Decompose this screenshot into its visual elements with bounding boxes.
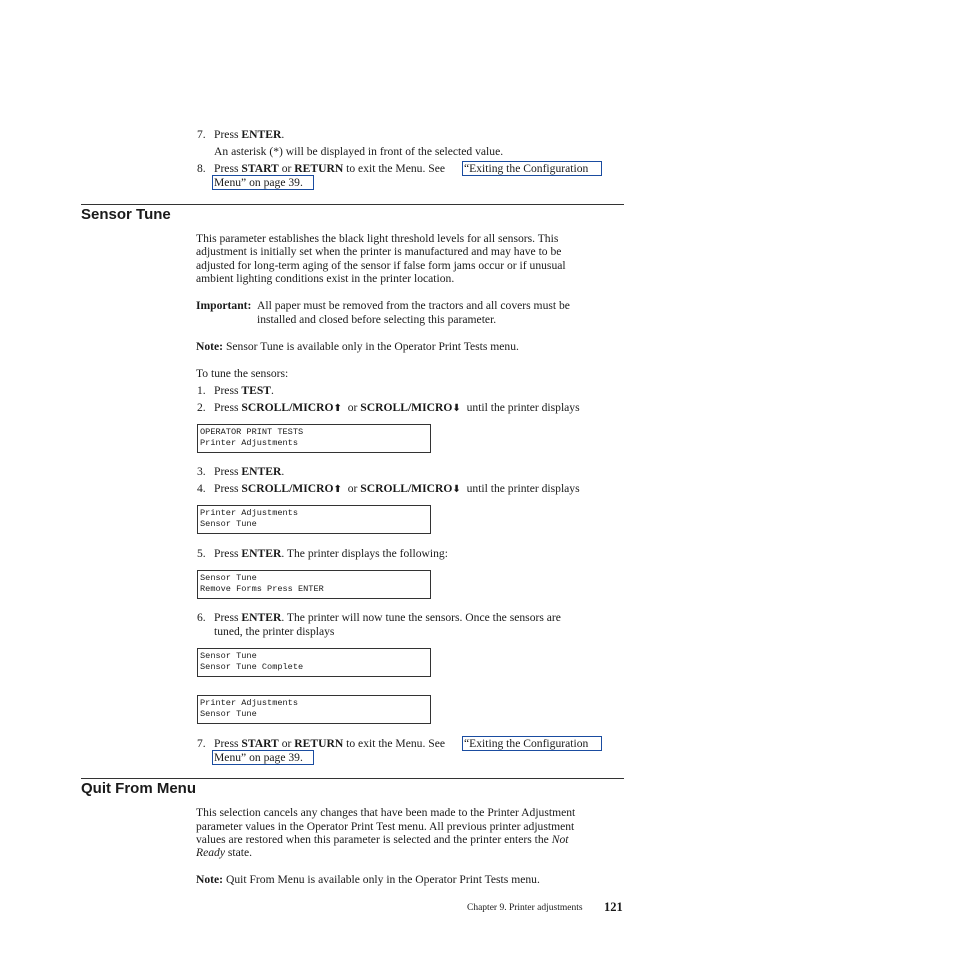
section-heading-sensor-tune: Sensor Tune [81,206,171,223]
paragraph-line: adjusted for long-term aging of the sensor if false form jams occur or if unusual [196,259,566,272]
step-number: 7. [197,737,206,750]
step-number: 8. [197,162,206,175]
step-text: Press START or RETURN to exit the Menu. See [214,737,445,750]
step-text: Press TEST. [214,384,274,397]
display-line: OPERATOR PRINT TESTS [200,427,304,437]
step-number: 2. [197,401,206,414]
step-number: 3. [197,465,206,478]
step-text: Press ENTER. The printer displays the following: [214,547,448,560]
printer-display [197,570,431,599]
steps-intro: To tune the sensors: [196,367,289,380]
paragraph-line: adjustment is initially set when the printer is manufactured and may have to be [196,245,562,258]
display-line: Sensor Tune [200,651,257,661]
step-number: 6. [197,611,206,624]
step-number: 7. [197,128,206,141]
step-note: An asterisk (*) will be displayed in front of the selected value. [214,145,504,158]
paragraph-line: values are restored when this parameter is selected and the printer enters the Not [196,833,569,846]
display-line: Sensor Tune [200,573,257,583]
section-heading-quit-from-menu: Quit From Menu [81,780,196,797]
display-line: Sensor Tune [200,519,257,530]
step-text: Press START or RETURN to exit the Menu. See [214,162,445,175]
paragraph-line: Ready state. [196,846,253,859]
display-line: Printer Adjustments [200,438,298,449]
cross-reference-link-cont[interactable]: Menu” on page 39. [214,751,303,764]
step-number: 4. [197,482,206,495]
cross-reference-link[interactable]: “Exiting the Configuration [464,737,589,750]
note: Note: Quit From Menu is available only in the Operator Print Tests menu. [196,873,540,886]
section-rule [81,778,624,779]
printer-display [197,424,431,453]
important-text: installed and closed before selecting this parameter. [257,313,497,326]
display-line: Sensor Tune Complete [200,662,304,673]
arrow-down-icon: ⬇ [452,403,461,414]
printer-display [197,695,431,724]
important-label: Important: [196,299,252,312]
step-number: 5. [197,547,206,560]
printer-display [197,648,431,677]
paragraph-line: parameter values in the Operator Print Test menu. All previous printer adjustment [196,820,575,833]
paragraph-line: ambient lighting conditions exist in the printer location. [196,272,455,285]
paragraph-line: This selection cancels any changes that have been made to the Printer Adjustment [196,806,576,819]
step-text: Press ENTER. [214,465,285,478]
footer-chapter: Chapter 9. Printer adjustments [467,903,583,913]
cross-reference-link-cont[interactable]: Menu” on page 39. [214,176,303,189]
arrow-up-icon: ⬆ [333,403,342,414]
page-number: 121 [604,900,623,914]
arrow-down-icon: ⬇ [452,484,461,495]
step-text: Press SCROLL/MICRO⬆ or SCROLL/MICRO⬇ until the printer displays [214,482,580,495]
display-line: Sensor Tune [200,709,257,720]
important-text: All paper must be removed from the tractors and all covers must be [257,299,570,312]
paragraph-line: This parameter establishes the black light threshold levels for all sensors. This [196,232,559,245]
step-number: 1. [197,384,206,397]
note: Note: Sensor Tune is available only in the Operator Print Tests menu. [196,340,519,353]
section-rule [81,204,624,205]
display-line: Printer Adjustments [200,698,298,708]
step-text: Press SCROLL/MICRO⬆ or SCROLL/MICRO⬇ until the printer displays [214,401,580,414]
display-line: Remove Forms Press ENTER [200,584,324,595]
step-text: Press ENTER. [214,128,285,141]
step-text: Press ENTER. The printer will now tune the sensors. Once the sensors are [214,611,561,624]
arrow-up-icon: ⬆ [333,484,342,495]
printer-display [197,505,431,534]
step-text-cont: tuned, the printer displays [214,625,335,638]
cross-reference-link[interactable]: “Exiting the Configuration [464,162,589,175]
display-line: Printer Adjustments [200,508,298,518]
